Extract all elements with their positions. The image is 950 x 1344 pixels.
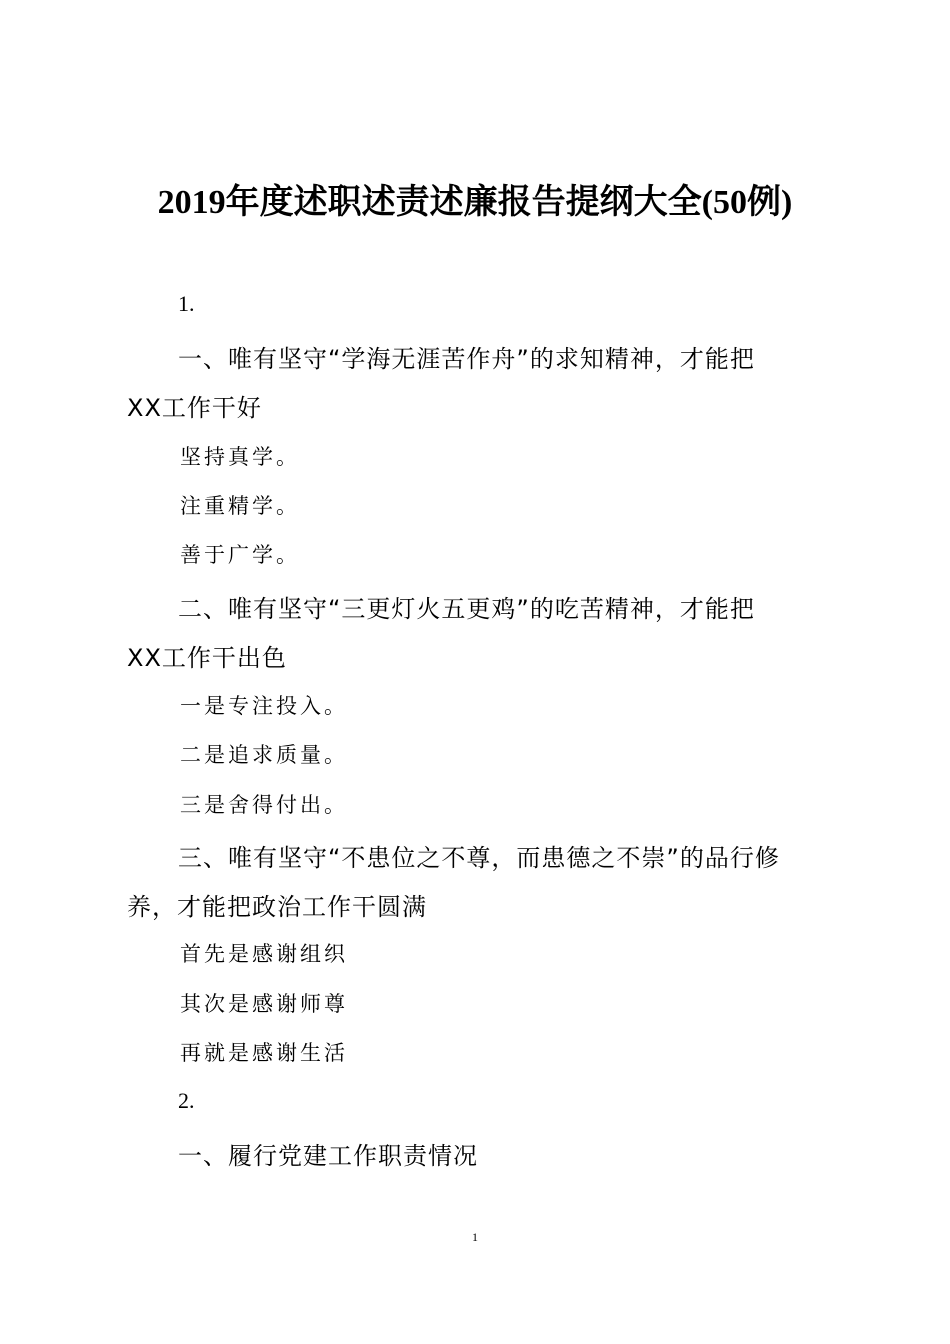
heading-line: 一、履行党建工作职责情况 (178, 1142, 478, 1170)
body-line: 三是舍得付出。 (180, 793, 348, 817)
heading-line: 二、唯有坚守“三更灯火五更鸡”的吃苦精神，才能把 (178, 595, 755, 623)
heading-line: XX工作干好 (127, 394, 262, 422)
heading-line: 养，才能把政治工作干圆满 (127, 893, 427, 921)
heading-line: XX工作干出色 (127, 644, 287, 672)
body-line: 一是专注投入。 (180, 694, 348, 718)
section-number: 1. (178, 291, 195, 316)
body-line: 首先是感谢组织 (180, 942, 348, 966)
body-line: 坚持真学。 (180, 445, 300, 469)
section-number: 2. (178, 1088, 195, 1113)
body-line: 其次是感谢师尊 (180, 992, 348, 1016)
body-line: 善于广学。 (180, 543, 300, 567)
document-title: 2019年度述职述责述廉报告提纲大全(50例) (157, 184, 793, 221)
body-line: 二是追求质量。 (180, 743, 348, 767)
heading-line: 三、唯有坚守“不患位之不尊，而患德之不崇”的品行修 (178, 844, 780, 872)
body-line: 再就是感谢生活 (180, 1041, 348, 1065)
page-number: 1 (472, 1230, 478, 1244)
heading-line: 一、唯有坚守“学海无涯苦作舟”的求知精神，才能把 (178, 345, 755, 373)
body-line: 注重精学。 (180, 494, 300, 518)
